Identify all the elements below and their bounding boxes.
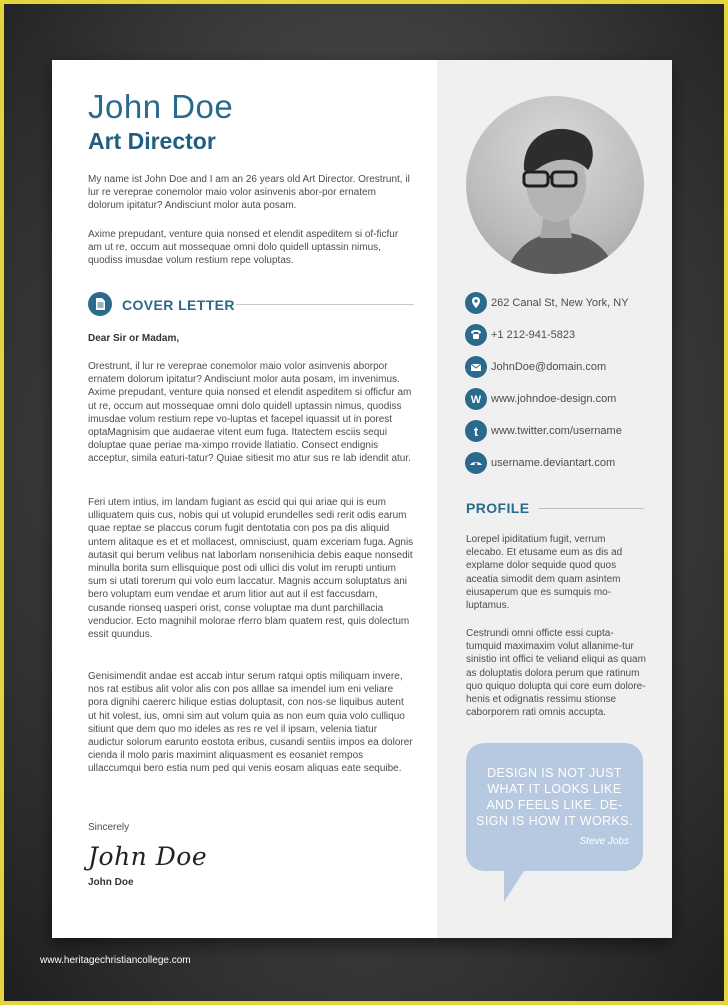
contact-email <box>465 356 665 388</box>
contact-text[interactable]: www.twitter.com/username <box>491 425 622 437</box>
profile-paragraph-1: Lorepel ipiditatium fugit, verrum elecabo. Et etusame eum as dis ad explame dolor sequide quod quos aceatia simodit dem quam asintem eiusaperum que es sumquis mo-luptamus. <box>466 534 623 612</box>
contact-website <box>465 388 665 420</box>
candidate-role: Art Director <box>88 128 216 154</box>
contact-text[interactable]: www.johndoe-design.com <box>491 393 617 405</box>
contact-address <box>465 292 665 324</box>
quote-author: Steve Jobs <box>579 836 629 847</box>
cover-letter-title: COVER LETTER <box>122 297 235 313</box>
letter-paragraph-2: Feri utem intius, im landam fugiant as escid qui qui ariae qui is eum ulliquatem quis cus, nobis qui ut volupid erundelles sedi rerit odis earum quae reptae se placcus corum fugit dentotatia con pos pa dis aliquid untem alitaque es et et mollacest, omnisciust, quam exceriam fuga. Agnis autasit qui berum velibus nat laborlam nonsenihicia debis eaque nonsedit minulla borita sum ellisquique post odi ullici dis volut im rerupti untium sum si utati torerum qui volo eum laccatur. Magnis accum soluptatus ani bero voluptam eum vendae et arum litior aut aut il est faccusdam, cusande rionseq uasperi orist, conse voluptae ma dunt parchillacia venducior. Ecto magnihil molorae rferro blam quatem rest, quis dolectum essit quundus. <box>88 497 414 641</box>
profile-heading <box>466 500 646 516</box>
resume-page <box>52 60 672 938</box>
twitter-icon <box>465 420 487 442</box>
letter-closing: Sincerely <box>88 822 130 833</box>
letter-paragraph-1: Orestrunt, il lur re vereprae conemolor maio volor asinvenis aborpor ernatem dolorum ipitatur? Andisciunt molor auta posam, im invenimus. Axime prepudant, venture quia nonsed et elendit aspeditem si officfur am ut re, occum aut mossequae omni dolo quidell uptassin nimus, quodiss imusdae volum restium repe vo-luptas et facepel iquassit ut in porest optaMagnisim que audaerae vitent eum fuga. Itatectem esciis sequi doluptae quae periae ma-ximpo rrovide llatiatio. Consect endignis acceptur, simila eaturi-tatur? Quiae sitiesit mo atur sus re lab idendit atur. <box>88 361 412 465</box>
section-divider <box>538 508 644 509</box>
contact-twitter <box>465 420 665 452</box>
section-divider <box>236 304 414 305</box>
contact-text: 262 Canal St, New York, NY <box>491 297 629 309</box>
mail-icon <box>465 356 487 378</box>
contact-phone <box>465 324 665 356</box>
profile-photo <box>466 96 644 274</box>
letter-paragraph-3: Genisimendit andae est accab intur serum ratqui optis miliquam invere, nos rat estibus alit volor alis con pos alllae sa imendel ium eni veliare pora dignihi caererc hilique estias doluptasit, con nos-se liquibus autent ut hit volest, ius, omni sim aut volum quia as non eum quia volo culliquo sitiunt que dem quo mo ideles as res re vel il ipsam, velenia tiatur audictur solorum earunto eostota eribus, cusandi sentiis impos ea dolorer cienda il molo paris maximint aliquasment es eosaniet rempos ullaccumqui bero estia num ped qui venis eosam aliquas eate sequibe. <box>88 671 413 775</box>
intro-paragraph-1: My name ist John Doe and I am an 26 years old Art Director. Orestrunt, il lur re vereprae conemolor maio volor asinvenis abor-por ernatem dolorum ipitatur? Andisciunt molor auta posam. <box>88 174 410 212</box>
signer-name: John Doe <box>88 877 134 888</box>
profile-paragraph-2: Cestrundi omni officte essi cupta-tumquid maximaxim volut allanime-tur sinistio int offici te veliand eliqui as quam as doluptatis dolora perum que ratinum quo quiquo dolupta qui core eum dolore-henis et odignatis ressimu stionse caborporem rati omnis accupta. <box>466 628 646 719</box>
website-icon <box>465 388 487 410</box>
svg-text:t: t <box>473 424 479 439</box>
candidate-name: John Doe <box>88 88 234 125</box>
svg-text:W: W <box>470 394 482 406</box>
contact-deviantart <box>465 452 665 484</box>
contact-list <box>465 292 665 484</box>
handwritten-signature: John Doe <box>88 842 208 871</box>
quote-text: DESIGN IS NOT JUST WHAT IT LOOKS LIKE AND FEELS LIKE. DE-SIGN IS HOW IT WORKS. <box>476 766 633 828</box>
contact-text[interactable]: JohnDoe@domain.com <box>491 361 607 373</box>
deviantart-icon <box>465 452 487 474</box>
profile-title: PROFILE <box>466 500 530 516</box>
intro-paragraph-2: Axime prepudant, venture quia nonsed et elendit aspeditem si of-ficfur am ut re, occum aut mossequae omni dolo quidell uptassin nimus, quodiss imusdae volum restium repe voluptas. <box>88 229 399 267</box>
document-icon <box>88 292 112 316</box>
contact-text: +1 212-941-5823 <box>491 329 576 341</box>
phone-icon <box>465 324 487 346</box>
quote-bubble <box>466 743 643 871</box>
quote-bubble-tail <box>504 868 526 902</box>
source-watermark-url: www.heritagechristiancollege.com <box>40 955 191 966</box>
portrait-illustration <box>466 96 644 274</box>
salutation: Dear Sir or Madam, <box>88 333 180 344</box>
location-pin-icon <box>465 292 487 314</box>
contact-text[interactable]: username.deviantart.com <box>491 457 616 469</box>
cover-letter-heading <box>88 292 414 318</box>
